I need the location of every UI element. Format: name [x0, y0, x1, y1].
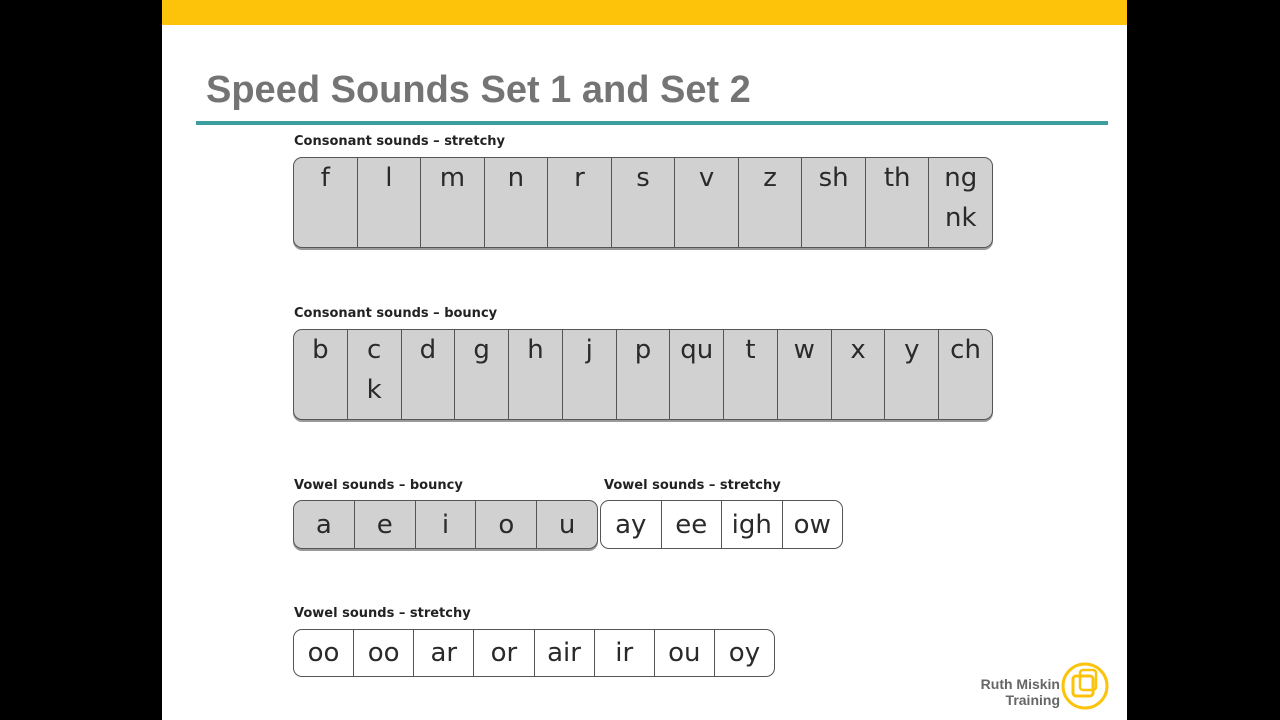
sound-text: air	[547, 638, 581, 668]
sound-cell	[535, 630, 595, 676]
sound-cell	[294, 330, 348, 419]
sound-text: th	[883, 163, 911, 193]
consonant-stretchy-row	[293, 157, 993, 248]
sound-text: b	[312, 335, 329, 365]
sound-text: ch	[950, 335, 981, 365]
sound-text: oo	[367, 638, 400, 668]
sound-cell	[537, 501, 597, 548]
sound-text: j	[585, 335, 593, 365]
sound-cell	[474, 630, 534, 676]
section-label-consonant-stretchy: Consonant sounds – stretchy	[294, 134, 506, 149]
sound-cell	[595, 630, 655, 676]
sound-text: ee	[675, 509, 708, 540]
sound-cell	[939, 330, 992, 419]
top-accent-bar	[162, 0, 1127, 25]
sound-cell	[548, 158, 612, 247]
sound-cell	[455, 330, 509, 419]
sound-text: l	[385, 163, 393, 193]
sound-cell	[358, 158, 422, 247]
section-label-consonant-bouncy: Consonant sounds – bouncy	[294, 306, 498, 321]
sound-cell	[563, 330, 617, 419]
sound-cell	[722, 501, 783, 548]
sound-text: h	[527, 335, 544, 365]
sound-text: v	[698, 163, 715, 193]
sound-cell	[617, 330, 671, 419]
sound-text: y	[904, 335, 920, 365]
sound-text: ow	[793, 509, 831, 540]
sound-text: a	[315, 509, 332, 540]
vowel-stretchy-row-2	[293, 629, 775, 677]
sound-cell	[739, 158, 803, 247]
sound-cell	[294, 501, 355, 548]
sound-text: p	[634, 335, 652, 365]
sound-cell	[402, 330, 456, 419]
section-label-vowel-stretchy-1: Vowel sounds – stretchy	[604, 478, 781, 493]
sound-text: x	[850, 335, 866, 365]
sound-text: sh	[818, 163, 849, 193]
title-underline	[196, 121, 1108, 125]
sound-text: u	[558, 509, 576, 540]
sound-cell	[783, 501, 843, 548]
sound-cell	[802, 158, 866, 247]
sound-text: c	[367, 335, 382, 365]
sound-cell	[348, 330, 402, 419]
sound-cell	[601, 501, 662, 548]
sound-text: nk	[944, 203, 977, 233]
sound-text: qu	[680, 335, 714, 365]
sound-text: ar	[430, 638, 458, 668]
sound-text: e	[376, 509, 393, 540]
sound-text: or	[490, 638, 518, 668]
vowel-bouncy-row	[293, 500, 598, 549]
sound-cell	[355, 501, 416, 548]
section-label-vowel-bouncy: Vowel sounds – bouncy	[294, 478, 463, 493]
sound-cell	[675, 158, 739, 247]
sound-cell	[866, 158, 930, 247]
sound-text: i	[441, 509, 450, 540]
sound-cell	[294, 158, 358, 247]
sound-cell	[724, 330, 778, 419]
sound-text: n	[507, 163, 525, 193]
slide-title: Speed Sounds Set 1 and Set 2	[206, 69, 751, 111]
ruth-miskin-logo	[980, 660, 1120, 712]
section-label-vowel-stretchy-2: Vowel sounds – stretchy	[294, 606, 471, 621]
consonant-bouncy-row	[293, 329, 993, 420]
ruth-miskin-logo-icon	[1060, 660, 1110, 712]
sound-cell	[414, 630, 474, 676]
sound-text: m	[439, 163, 466, 193]
sound-text: ou	[668, 638, 701, 668]
sound-text: t	[745, 335, 756, 365]
sound-cell	[778, 330, 832, 419]
sound-text: oo	[307, 638, 340, 668]
sound-cell	[832, 330, 886, 419]
sound-cell	[670, 330, 724, 419]
sound-cell	[885, 330, 939, 419]
sound-cell	[509, 330, 563, 419]
sound-cell	[294, 630, 354, 676]
sound-text: z	[763, 163, 777, 193]
sound-cell	[485, 158, 549, 247]
sound-cell	[416, 501, 477, 548]
sound-text: igh	[731, 509, 772, 540]
sound-text: s	[636, 163, 650, 193]
sound-text: f	[320, 163, 330, 193]
sound-cell	[655, 630, 715, 676]
logo-line-2: Training	[1005, 692, 1060, 708]
sound-cell	[929, 158, 992, 247]
sound-cell	[612, 158, 676, 247]
sound-text: ir	[615, 638, 634, 668]
sound-text: g	[473, 335, 490, 365]
sound-text: o	[498, 509, 515, 540]
sound-text: ay	[615, 509, 647, 540]
vowel-stretchy-row-1	[600, 500, 843, 549]
sound-text: d	[419, 335, 437, 365]
sound-cell	[421, 158, 485, 247]
logo-line-1: Ruth Miskin	[980, 676, 1060, 692]
sound-text: w	[793, 335, 815, 365]
sound-text: r	[574, 163, 585, 193]
sound-cell	[354, 630, 414, 676]
sound-cell	[662, 501, 723, 548]
slide	[162, 0, 1127, 720]
sound-text: ng	[944, 163, 978, 193]
sound-cell	[476, 501, 537, 548]
sound-text: oy	[728, 638, 761, 668]
sound-text: k	[366, 375, 382, 405]
sound-cell	[715, 630, 774, 676]
logo-text	[981, 676, 1060, 708]
